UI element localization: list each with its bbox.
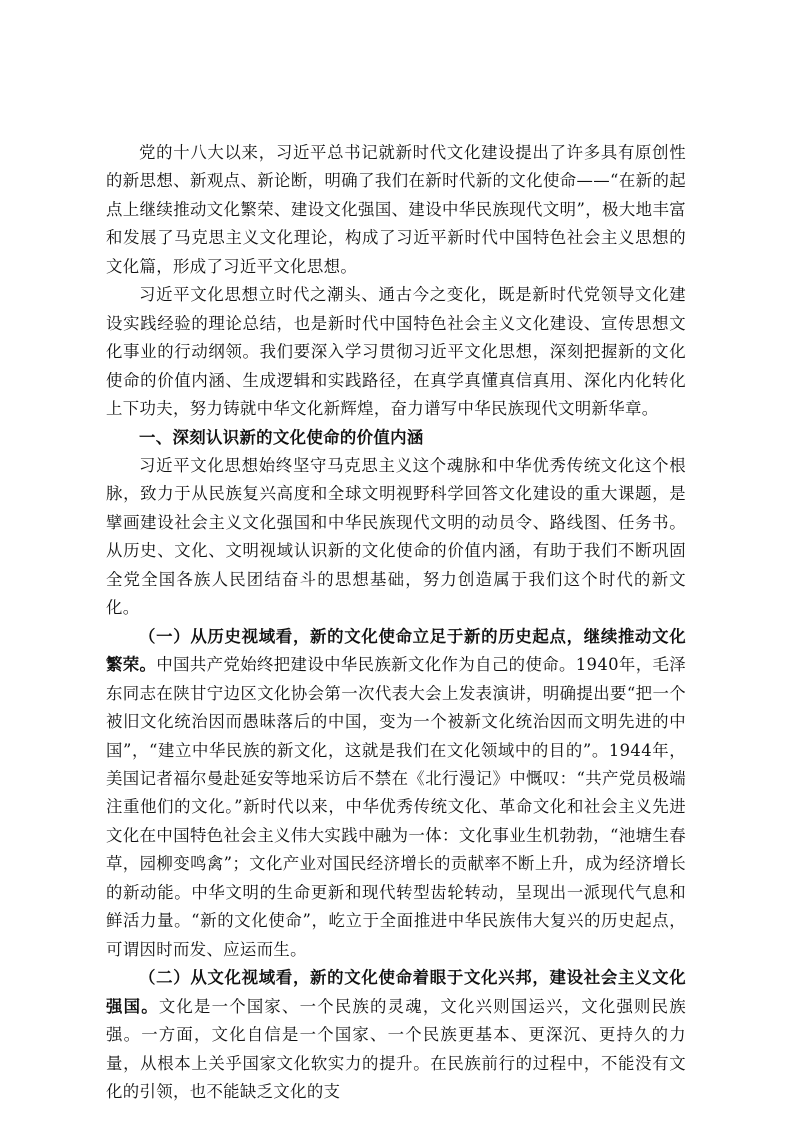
subsection-2-paragraph [106, 964, 686, 1106]
section-1-paragraph: 习近平文化思想始终坚守马克思主义这个魂脉和中华优秀传统文化这个根脉，致力于从民族复兴高度和全球文明视野科学回答文化建设的重大课题，是擘画建设社会主义文化强国和中华民族现代文明的动员令、路线图、任务书。从历史、文化、文明视域认识新的文化使命的价值内涵，有助于我们不断巩固全党全国各族人民团结奋斗的思想基础，努力创造属于我们这个时代的新文化。 [106, 455, 686, 618]
subsection-2-body: 文化是一个国家、一个民族的灵魂，文化兴则国运兴，文化强则民族强。一方面，文化自信是一个国家、一个民族更基本、更深沉、更持久的力量，从根本上关乎国家文化软实力的提升。在民族前行的过程中，不能没有文化的引领，也不能缺乏文化的支 [106, 996, 686, 1101]
subsection-1-heading: （一）从历史视域看，新的文化使命立足于新的历史起点，继续推动文化繁荣。 [106, 626, 686, 675]
subsection-1-body: 中国共产党始终把建设中华民族新文化作为自己的使命。1940年，毛泽东同志在陕甘宁边区文化协会第一次代表大会上发表演讲，明确提出要“把一个被旧文化统治因而愚昧落后的中国，变为一个被新文化统治因而文明先进的中国”，“建立中华民族的新文化，这就是我们在文化领域中的目的”。1944年，美国记者福尔曼赴延安等地采访后不禁在《北行漫记》中慨叹：“共产党员极端注重他们的文化。”新时代以来，中华优秀传统文化、革命文化和社会主义先进文化在中国特色社会主义伟大实践中融为一体：文化事业生机勃勃，“池塘生春草，园柳变鸣禽”；文化产业对国民经济增长的贡献率不断上升，成为经济增长的新动能。中华文明的生命更新和现代转型齿轮转动，呈现出一派现代气息和鲜活力量。“新的文化使命”，屹立于全面推进中华民族伟大复兴的历史起点，可谓因时而发、应运而生。 [106, 655, 686, 959]
intro-paragraph-1: 党的十八大以来，习近平总书记就新时代文化建设提出了许多具有原创性的新思想、新观点、新论断，明确了我们在新时代新的文化使命——“在新的起点上继续推动文化繁荣、建设文化强国、建设中华民族现代文明”，极大地丰富和发展了马克思主义文化理论，构成了习近平新时代中国特色社会主义思想的文化篇，形成了习近平文化思想。 [106, 143, 686, 276]
section-heading-1: 一、深刻认识新的文化使命的价值内涵 [139, 427, 424, 447]
subsection-2-heading: （二）从文化视域看，新的文化使命着眼于文化兴邦，建设社会主义文化强国。 [106, 968, 686, 1016]
intro-paragraph-2: 习近平文化思想立时代之潮头、通古今之变化，既是新时代党领导文化建设实践经验的理论总结，也是新时代中国特色社会主义文化建设、宣传思想文化事业的行动纲领。我们要深入学习贯彻习近平文化思想，深刻把握新的文化使命的价值内涵、生成逻辑和实践路径，在真学真懂真信真用、深化内化转化上下功夫，努力铸就中华文化新辉煌，奋力谱写中华民族现代文明新华章。 [106, 285, 686, 419]
document-page [106, 139, 686, 1106]
subsection-1-paragraph [106, 623, 686, 964]
